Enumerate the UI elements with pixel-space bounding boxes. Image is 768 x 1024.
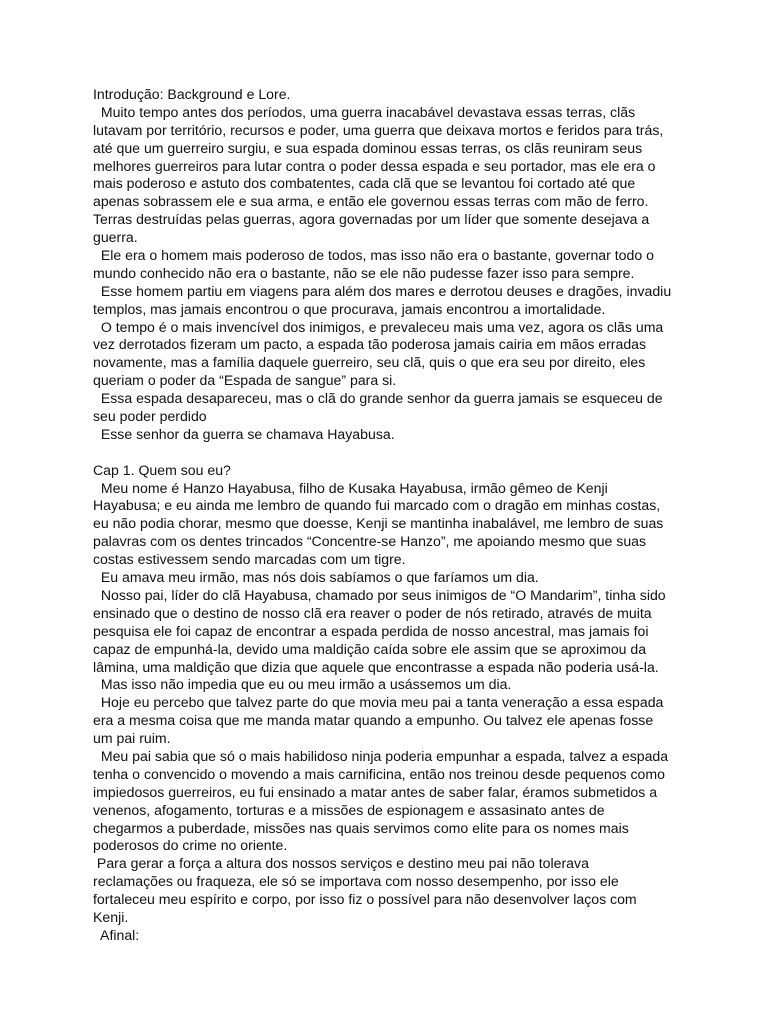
chapter1-line: lâmina, uma maldição que dizia que aquele que encontrasse a espada não poderia usá-la. [93, 658, 659, 675]
chapter1-line: Afinal: [93, 926, 140, 943]
chapter1-line: fortaleceu meu espírito e corpo, por isso fiz o possível para não desenvolver laços com [93, 891, 637, 908]
intro-line: Muito tempo antes dos períodos, uma guerra inacabável devastava essas terras, clãs [93, 103, 636, 120]
chapter1-line: Mas isso não impedia que eu ou meu irmão a usássemos um dia. [93, 676, 512, 693]
chapter1-section [93, 462, 675, 945]
intro-heading: Introdução: Background e Lore. [93, 86, 291, 102]
chapter1-line: eu não podia chorar, mesmo que doesse, Kenji se mantinha inabalável, me lembro de suas [93, 515, 664, 532]
chapter1-line: Meu nome é Hanzo Hayabusa, filho de Kusaka Hayabusa, irmão gêmeo de Kenji [93, 479, 608, 496]
intro-line: Terras destruídas pelas guerras, agora governadas por um líder que somente desejava a [93, 211, 650, 228]
intro-line: vez derrotados fizeram um pacto, a espada tão poderosa jamais cairia em mãos erradas [93, 336, 647, 353]
section-gap [93, 444, 675, 462]
intro-line: apenas sobrassem ele e sua arma, e então ele governou essas terras com mão de ferro. [93, 193, 649, 210]
intro-line: Essa espada desapareceu, mas o clã do grande senhor da guerra jamais se esqueceu de [93, 390, 663, 407]
intro-line: lutavam por território, recursos e poder, uma guerra que deixava mortos e feridos para trás, [93, 121, 664, 138]
intro-line: O tempo é o mais invencível dos inimigos, e prevaleceu mais uma vez, agora os clãs uma [93, 318, 664, 335]
chapter1-line: tenha o convencido o movendo a mais carnificina, então nos treinou desde pequenos como [93, 765, 665, 782]
document-page [93, 86, 675, 945]
chapter1-line: impiedosos guerreiros, eu fui ensinado a matar antes de saber falar, éramos submetidos a [93, 783, 658, 800]
chapter1-line: capaz de empunhá-la, devido uma maldição caída sobre ele assim que se aproximou da [93, 640, 647, 657]
intro-line: queriam o poder da “Espada de sangue” para si. [93, 372, 397, 389]
intro-line: Esse senhor da guerra se chamava Hayabusa. [93, 425, 395, 442]
intro-line: guerra. [93, 229, 138, 246]
chapter1-line: Kenji. [93, 908, 129, 925]
intro-line: até que um guerreiro surgiu, e sua espada dominou essas terras, os clãs reuniram seus [93, 139, 643, 156]
intro-line: templos, mas jamais encontrou o que procurava, jamais encontrou a imortalidade. [93, 300, 606, 317]
chapter1-line: Eu amava meu irmão, mas nós dois sabíamos o que faríamos um dia. [93, 569, 539, 586]
intro-line: mundo conhecido não era o bastante, não se ele não pudesse fazer isso para sempre. [93, 264, 635, 281]
chapter1-line: um pai ruim. [93, 730, 171, 747]
chapter1-line: Para gerar a força a altura dos nossos serviços e destino meu pai não tolerava [93, 855, 589, 872]
intro-line: seu poder perdido [93, 408, 207, 425]
intro-line: Esse homem partiu em viagens para além dos mares e derrotou deuses e dragões, invadiu [93, 282, 672, 299]
chapter1-heading: Cap 1. Quem sou eu? [93, 461, 231, 478]
chapter1-line: reclamações ou fraqueza, ele só se importava com nosso desempenho, por isso ele [93, 873, 619, 890]
chapter1-line: Nosso pai, líder do clã Hayabusa, chamado por seus inimigos de “O Mandarim”, tinha sido [93, 586, 666, 603]
intro-line: mais poderoso e astuto dos combatentes, cada clã que se levantou foi cortado até que [93, 175, 636, 192]
chapter1-line: ensinado que o destino de nosso clã era reaver o poder de nós retirado, através de muita [93, 604, 652, 621]
intro-line: melhores guerreiros para lutar contra o poder dessa espada e seu portador, mas ele era o [93, 157, 656, 174]
intro-section [93, 86, 675, 444]
chapter1-line: venenos, afogamento, torturas e a missões de espionagem e assasinato antes de [93, 801, 605, 818]
chapter1-line: palavras com os dentes trincados “Concentre-se Hanzo”, me apoiando mesmo que suas [93, 533, 647, 550]
chapter1-line: Hoje eu percebo que talvez parte do que movia meu pai a tanta veneração a essa espada [93, 694, 664, 711]
chapter1-line: pesquisa ele foi capaz de encontrar a espada perdida de nosso ancestral, mas jamais foi [93, 622, 649, 639]
intro-line: Ele era o homem mais poderoso de todos, mas isso não era o bastante, governar todo o [93, 247, 654, 264]
chapter1-line: Meu pai sabia que só o mais habilidoso ninja poderia empunhar a espada, talvez a espada [93, 747, 669, 764]
chapter1-line: costas estivessem sendo marcadas com um tigre. [93, 551, 406, 568]
chapter1-line: poderosos do crime no oriente. [93, 837, 288, 854]
intro-line: novamente, mas a família daquele guerreiro, seu clã, quis o que era seu por direito, eles [93, 354, 646, 371]
chapter1-line: chegarmos a puberdade, missões nas quais servimos como elite para os nomes mais [93, 819, 629, 836]
chapter1-line: Hayabusa; e eu ainda me lembro de quando fui marcado com o dragão em minhas costas, [93, 497, 661, 514]
chapter1-line: era a mesma coisa que me manda matar quando a empunho. Ou talvez ele apenas fosse [93, 712, 654, 729]
